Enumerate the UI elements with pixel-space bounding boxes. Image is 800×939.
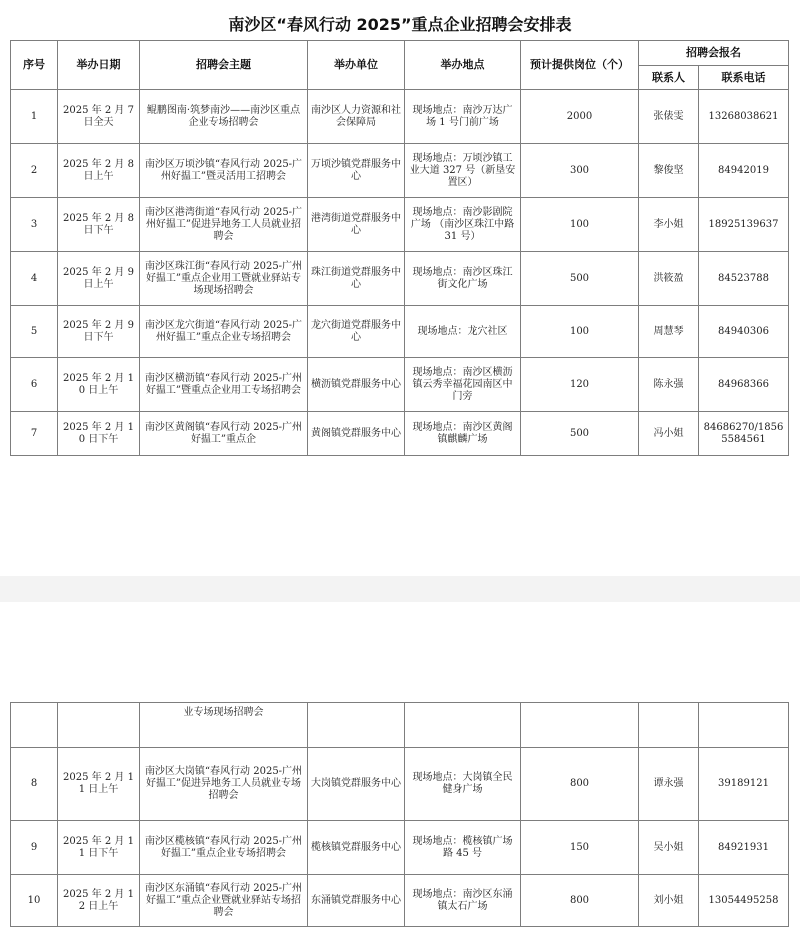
cell-date: 2025 年 2 月 9 日下午	[58, 306, 140, 358]
table-row	[11, 821, 789, 875]
cell-positions: 2000	[521, 90, 639, 144]
cell-organizer: 黄阁镇党群服务中心	[308, 412, 405, 456]
cell-organizer: 横沥镇党群服务中心	[308, 358, 405, 412]
table-row	[11, 252, 789, 306]
cell-phone: 18925139637	[699, 198, 789, 252]
cell-positions: 120	[521, 358, 639, 412]
cell-date: 2025 年 2 月 9 日上午	[58, 252, 140, 306]
cell-location: 现场地点：南沙区横沥镇云秀幸福花园南区中门旁	[405, 358, 521, 412]
cell-contact: 黎俊坚	[639, 144, 699, 198]
cell-location: 现场地点：龙穴社区	[405, 306, 521, 358]
cell-phone: 84921931	[699, 821, 789, 875]
cell-theme: 鲲鹏图南·筑梦南沙——南沙区重点企业专场招聘会	[140, 90, 308, 144]
cell-contact: 张俵雯	[639, 90, 699, 144]
table-row	[11, 90, 789, 144]
header-contact: 联系人	[639, 66, 699, 90]
cell-positions: 500	[521, 412, 639, 456]
cell-theme: 南沙区万顷沙镇“春风行动 2025-广州好揾工”暨灵活用工招聘会	[140, 144, 308, 198]
header-date: 举办日期	[58, 41, 140, 90]
cell-contact: 陈永强	[639, 358, 699, 412]
cell-contact: 洪筱盈	[639, 252, 699, 306]
cell-date: 2025 年 2 月 8 日下午	[58, 198, 140, 252]
cell-organizer: 榄核镇党群服务中心	[308, 821, 405, 875]
cell-no: 1	[11, 90, 58, 144]
cell-location: 现场地点：南沙区东涌镇太石广场	[405, 875, 521, 927]
cell-theme: 南沙区榄核镇“春风行动 2025-广州好揾工”重点企业专场招聘会	[140, 821, 308, 875]
cell-organizer: 港湾街道党群服务中心	[308, 198, 405, 252]
cell-location: 现场地点：万顷沙镇工业大道 327 号（新垦安置区）	[405, 144, 521, 198]
cell-phone: 84968366	[699, 358, 789, 412]
cell-organizer: 珠江街道党群服务中心	[308, 252, 405, 306]
cell-contact: 谭永强	[639, 748, 699, 821]
cell-no: 10	[11, 875, 58, 927]
table-row	[11, 703, 789, 748]
table-row	[11, 875, 789, 927]
cell-date: 2025 年 2 月 8 日上午	[58, 144, 140, 198]
header-organizer: 举办单位	[308, 41, 405, 90]
cell-location: 现场地点：南沙区珠江街文化广场	[405, 252, 521, 306]
cell-phone: 13268038621	[699, 90, 789, 144]
cell-theme: 南沙区黄阁镇“春风行动 2025-广州好揾工”重点企	[140, 412, 308, 456]
cell-theme: 南沙区横沥镇“春风行动 2025-广州好揾工”暨重点企业用工专场招聘会	[140, 358, 308, 412]
cell-date: 2025 年 2 月 11 日上午	[58, 748, 140, 821]
cell-date: 2025 年 2 月 10 日上午	[58, 358, 140, 412]
cell-no: 7	[11, 412, 58, 456]
cell-organizer: 南沙区人力资源和社会保障局	[308, 90, 405, 144]
cell-positions: 800	[521, 748, 639, 821]
cell-phone: 84940306	[699, 306, 789, 358]
header-location: 举办地点	[405, 41, 521, 90]
table-row	[11, 412, 789, 456]
table-row	[11, 306, 789, 358]
cell-organizer: 东涌镇党群服务中心	[308, 875, 405, 927]
cell-organizer: 万顷沙镇党群服务中心	[308, 144, 405, 198]
schedule-table-continued	[10, 702, 789, 927]
continuation-text: 业专场现场招聘会	[140, 703, 308, 748]
cell-location: 现场地点：大岗镇全民健身广场	[405, 748, 521, 821]
page-gap	[0, 576, 800, 602]
table-row	[11, 748, 789, 821]
page-title: 南沙区“春风行动 2025”重点企业招聘会安排表	[228, 15, 572, 34]
cell-phone: 13054495258	[699, 875, 789, 927]
header-positions: 预计提供岗位（个）	[521, 41, 639, 90]
cell-location: 现场地点：南沙万达广场 1 号门前广场	[405, 90, 521, 144]
cell-no: 5	[11, 306, 58, 358]
cell-theme: 南沙区大岗镇“春风行动 2025-广州好揾工”促进异地务工人员就业专场招聘会	[140, 748, 308, 821]
cell-positions: 800	[521, 875, 639, 927]
header-phone: 联系电话	[699, 66, 789, 90]
cell-organizer: 大岗镇党群服务中心	[308, 748, 405, 821]
schedule-table	[10, 40, 789, 456]
cell-organizer: 龙穴街道党群服务中心	[308, 306, 405, 358]
cell-phone: 84686270/18565584561	[699, 412, 789, 456]
header-theme: 招聘会主题	[140, 41, 308, 90]
cell-phone: 84523788	[699, 252, 789, 306]
header-registration: 招聘会报名	[639, 41, 789, 66]
cell-location: 现场地点：榄核镇广场路 45 号	[405, 821, 521, 875]
cell-theme: 南沙区珠江街“春风行动 2025-广州好揾工”重点企业用工暨就业驿站专场现场招聘会	[140, 252, 308, 306]
cell-positions: 300	[521, 144, 639, 198]
cell-contact: 刘小姐	[639, 875, 699, 927]
header-no: 序号	[11, 41, 58, 90]
cell-date: 2025 年 2 月 10 日下午	[58, 412, 140, 456]
cell-no: 2	[11, 144, 58, 198]
cell-phone: 84942019	[699, 144, 789, 198]
cell-no: 9	[11, 821, 58, 875]
cell-no: 3	[11, 198, 58, 252]
cell-positions: 100	[521, 198, 639, 252]
cell-no: 8	[11, 748, 58, 821]
cell-no: 6	[11, 358, 58, 412]
cell-contact: 冯小姐	[639, 412, 699, 456]
table-row	[11, 358, 789, 412]
cell-date: 2025 年 2 月 12 日上午	[58, 875, 140, 927]
table-row	[11, 144, 789, 198]
cell-positions: 150	[521, 821, 639, 875]
cell-theme: 南沙区东涌镇“春风行动 2025-广州好揾工”重点企业暨就业驿站专场招聘会	[140, 875, 308, 927]
cell-positions: 100	[521, 306, 639, 358]
cell-theme: 南沙区龙穴街道“春风行动 2025-广州好揾工”重点企业专场招聘会	[140, 306, 308, 358]
cell-location: 现场地点：南沙影剧院广场 （南沙区珠江中路 31 号）	[405, 198, 521, 252]
cell-location: 现场地点：南沙区黄阁镇麒麟广场	[405, 412, 521, 456]
cell-contact: 周慧琴	[639, 306, 699, 358]
table-row	[11, 198, 789, 252]
cell-positions: 500	[521, 252, 639, 306]
cell-theme: 南沙区港湾街道“春风行动 2025-广州好揾工”促进异地务工人员就业招聘会	[140, 198, 308, 252]
cell-no: 4	[11, 252, 58, 306]
cell-date: 2025 年 2 月 7 日全天	[58, 90, 140, 144]
cell-phone: 39189121	[699, 748, 789, 821]
cell-date: 2025 年 2 月 11 日下午	[58, 821, 140, 875]
cell-contact: 吴小姐	[639, 821, 699, 875]
cell-contact: 李小姐	[639, 198, 699, 252]
